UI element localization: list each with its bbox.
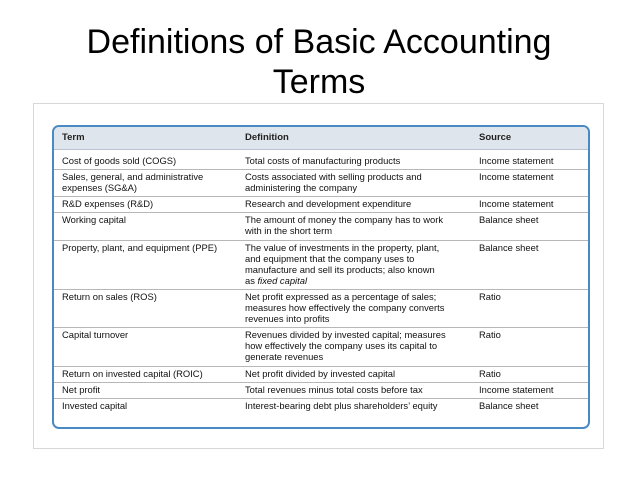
header-source: Source	[479, 132, 512, 143]
cell-source-line: Balance sheet	[479, 399, 539, 411]
cell-source	[479, 368, 587, 379]
table-row	[54, 327, 588, 365]
cell-definition-line: Total revenues minus total costs before tax	[245, 383, 423, 395]
cell-definition	[245, 400, 475, 411]
cell-term-line: Net profit	[62, 383, 101, 395]
definitions-table	[52, 125, 590, 429]
cell-definition-line: Research and development expenditure	[245, 198, 412, 210]
cell-term-line: Working capital	[62, 214, 126, 226]
cell-source-line: Income statement	[479, 155, 554, 166]
cell-term	[62, 214, 234, 225]
cell-term	[62, 171, 234, 193]
cell-term	[62, 368, 234, 379]
cell-definition-line: with in the short term	[245, 225, 333, 237]
cell-term-line: Return on invested capital (ROIC)	[62, 367, 203, 379]
cell-definition	[245, 155, 475, 166]
cell-term	[62, 155, 234, 166]
cell-definition	[245, 384, 475, 395]
cell-definition	[245, 214, 475, 236]
table-row	[54, 169, 588, 196]
table-row	[54, 196, 588, 212]
cell-source-line: Ratio	[479, 329, 501, 341]
cell-term-line: Capital turnover	[62, 329, 129, 341]
cell-definition-line: Net profit divided by invested capital	[245, 367, 396, 379]
table-row	[54, 289, 588, 327]
table-row	[54, 382, 588, 398]
table-row	[54, 154, 588, 169]
cell-source-line: Income statement	[479, 383, 554, 395]
cell-definition-line: Revenues divided by invested capital; measures	[245, 329, 446, 341]
cell-definition	[245, 171, 475, 193]
slide-title-line1: Definitions of Basic Accounting	[86, 23, 552, 61]
table-row	[54, 398, 588, 414]
cell-definition-line: generate revenues	[245, 351, 324, 363]
cell-source	[479, 198, 587, 209]
cell-definition-line: The value of investments in the property, plant,	[245, 241, 440, 253]
cell-source-line: Income statement	[479, 198, 554, 210]
cell-definition-line: revenues into profits	[245, 313, 330, 325]
header-term: Term	[62, 132, 85, 143]
table-header	[54, 127, 588, 150]
cell-source	[479, 155, 587, 166]
cell-term-line: R&D expenses (R&D)	[62, 198, 154, 210]
cell-source-line: Ratio	[479, 367, 501, 379]
cell-definition	[245, 368, 475, 379]
cell-term-line: Property, plant, and equipment (PPE)	[62, 241, 218, 253]
cell-source	[479, 329, 587, 340]
cell-term-line: Cost of goods sold (COGS)	[62, 155, 177, 166]
cell-source-line: Ratio	[479, 290, 501, 302]
table-row	[54, 240, 588, 289]
cell-term	[62, 291, 234, 302]
cell-source-line: Income statement	[479, 171, 554, 183]
cell-source-line: Balance sheet	[479, 214, 539, 226]
cell-definition	[245, 291, 475, 324]
cell-term-line: Sales, general, and administrative	[62, 171, 204, 183]
header-definition: Definition	[245, 132, 289, 143]
cell-source-line: Balance sheet	[479, 241, 539, 253]
cell-term-line: Return on sales (ROS)	[62, 290, 157, 302]
cell-definition-line: administering the company	[245, 182, 358, 194]
cell-definition-line: Net profit expressed as a percentage of sales;	[245, 290, 437, 302]
cell-term	[62, 329, 234, 340]
cell-definition-line: and equipment that the company uses to	[245, 252, 415, 264]
cell-term-line: expenses (SG&A)	[62, 182, 138, 194]
cell-definition-line: how effectively the company uses its capital to	[245, 340, 438, 352]
table-row	[54, 212, 588, 239]
cell-term	[62, 198, 234, 209]
cell-definition	[245, 242, 475, 286]
italic-term: fixed capital	[257, 274, 308, 286]
cell-definition-line: Costs associated with selling products and	[245, 171, 422, 183]
cell-source	[479, 214, 587, 225]
cell-definition-line: as fixed capital	[245, 274, 308, 286]
slide-title	[0, 22, 638, 102]
cell-source	[479, 242, 587, 253]
cell-term	[62, 400, 234, 411]
cell-definition	[245, 198, 475, 209]
table-body	[54, 154, 588, 414]
slide-title-line2: Terms	[272, 63, 366, 101]
cell-source	[479, 291, 587, 302]
cell-source	[479, 384, 587, 395]
cell-term	[62, 242, 234, 253]
cell-definition-line: manufacture and sell its products; also known	[245, 263, 435, 275]
cell-term-line: Invested capital	[62, 399, 128, 411]
cell-definition-line: measures how effectively the company converts	[245, 302, 445, 314]
cell-definition	[245, 329, 475, 362]
cell-term	[62, 384, 234, 395]
table-row	[54, 366, 588, 382]
cell-source	[479, 400, 587, 411]
cell-definition-line: Total costs of manufacturing products	[245, 155, 401, 166]
cell-definition-line: Interest-bearing debt plus shareholders’ equity	[245, 399, 438, 411]
cell-definition-line: The amount of money the company has to work	[245, 214, 444, 226]
cell-source	[479, 171, 587, 182]
